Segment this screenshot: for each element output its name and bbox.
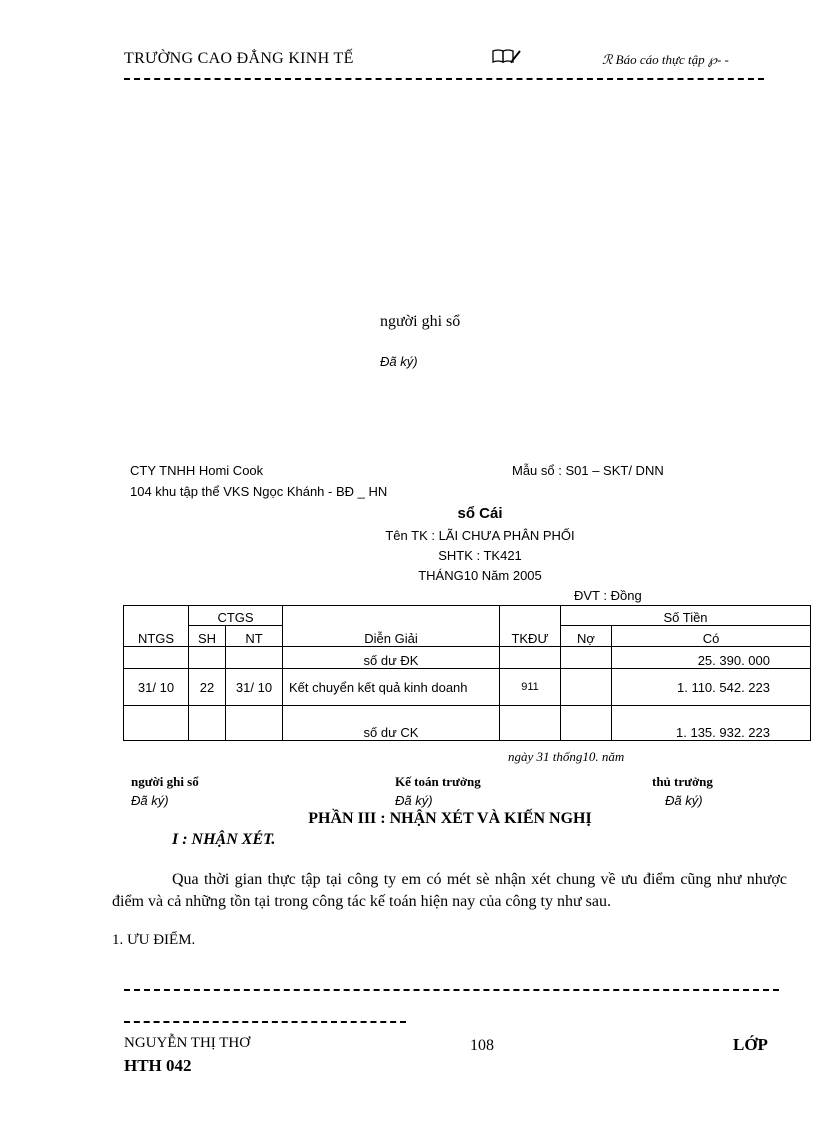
header-nt: NT xyxy=(226,626,283,647)
cell-sh: 22 xyxy=(189,669,226,706)
table-row xyxy=(124,647,811,669)
page-number: 108 xyxy=(470,1037,494,1054)
signature-recorder-label: người ghi sổ xyxy=(131,774,199,789)
cell-debit xyxy=(561,706,612,741)
form-number: Mẫu sổ : S01 – SKT/ DNN xyxy=(512,463,664,478)
header-amount: Số Tiền xyxy=(561,606,811,626)
table-header-row xyxy=(124,606,811,626)
header-debit: Nợ xyxy=(561,626,612,647)
cell-credit: 1. 110. 542. 223 xyxy=(612,669,811,706)
list-item-strengths: 1. ƯU ĐIỂM. xyxy=(112,932,196,948)
report-label: ℛ Báo cáo thực tập ℘- - xyxy=(602,52,729,67)
cell-tkdu: 911 xyxy=(500,669,561,706)
cell-sh xyxy=(189,647,226,669)
footer-divider xyxy=(124,989,779,991)
class-code: HTH 042 xyxy=(124,1056,192,1075)
cell-tkdu xyxy=(500,706,561,741)
cell-ntgs xyxy=(124,706,189,741)
cell-nt xyxy=(226,706,283,741)
account-name: Tên TK : LÃI CHƯA PHÂN PHỐI xyxy=(385,528,575,543)
header-description: Diễn Giải xyxy=(283,606,500,647)
cell-sh xyxy=(189,706,226,741)
header-credit: Có xyxy=(612,626,811,647)
cell-credit: 25. 390. 000 xyxy=(612,647,811,669)
cell-nt xyxy=(226,647,283,669)
footer-divider-short xyxy=(124,1021,406,1023)
part-title: PHẦN III : NHẬN XÉT VÀ KIẾN NGHỊ xyxy=(308,810,592,827)
currency-unit: ĐVT : Đồng xyxy=(574,588,642,603)
cell-description: số dư ĐK xyxy=(283,647,500,669)
table-row xyxy=(124,669,811,706)
header-tkdu: TKĐƯ xyxy=(500,606,561,647)
header-divider xyxy=(124,78,764,80)
recorder-label: người ghi sổ xyxy=(380,313,461,330)
book-pen-icon xyxy=(492,48,522,69)
ledger-table xyxy=(123,605,811,741)
ledger-date: ngày 31 thống10. năm xyxy=(508,749,625,764)
section-paragraph: Qua thời gian thực tập tại công ty em có mét sè nhận xét chung về ưu điểm cũng như nhược điểm và cả những tồn tại trong công tác kế toán hiện nay của công ty như sau. xyxy=(112,871,787,910)
cell-nt: 31/ 10 xyxy=(226,669,283,706)
ledger-period: THÁNG10 Năm 2005 xyxy=(418,568,542,583)
cell-ntgs: 31/ 10 xyxy=(124,669,189,706)
cell-tkdu xyxy=(500,647,561,669)
ledger-title: sổ Cái xyxy=(457,505,503,522)
table-row xyxy=(124,706,811,741)
school-name: TRƯỜNG CAO ĐẲNG KINH TẾ xyxy=(124,50,354,67)
signature-chief-accountant-note: Đã ký) xyxy=(395,793,433,808)
header-ntgs: NTGS xyxy=(124,606,189,647)
signature-recorder-note: Đã ký) xyxy=(131,793,169,808)
company-address: 104 khu tập thể VKS Ngọc Khánh - BĐ _ HN xyxy=(130,484,388,499)
cell-debit xyxy=(561,669,612,706)
signature-director-label: thủ trưởng xyxy=(652,774,713,789)
cell-description: Kết chuyển kết quả kinh doanh xyxy=(283,669,500,706)
header-ctgs: CTGS xyxy=(189,606,283,626)
cell-debit xyxy=(561,647,612,669)
cell-ntgs xyxy=(124,647,189,669)
class-label: LỚP xyxy=(733,1035,768,1054)
recorder-signed-note: Đã ký) xyxy=(380,354,418,369)
signature-director-note: Đã ký) xyxy=(665,793,703,808)
cell-credit: 1. 135. 932. 223 xyxy=(612,706,811,741)
section-title: I : NHẬN XÉT. xyxy=(172,831,276,848)
cell-description: số dư CK xyxy=(283,706,500,741)
signature-chief-accountant-label: Kế toán trưởng xyxy=(395,774,481,789)
company-name: CTY TNHH Homi Cook xyxy=(130,463,264,478)
account-code: SHTK : TK421 xyxy=(438,548,522,563)
student-name: NGUYỄN THỊ THƠ xyxy=(124,1035,251,1051)
header-sh: SH xyxy=(189,626,226,647)
